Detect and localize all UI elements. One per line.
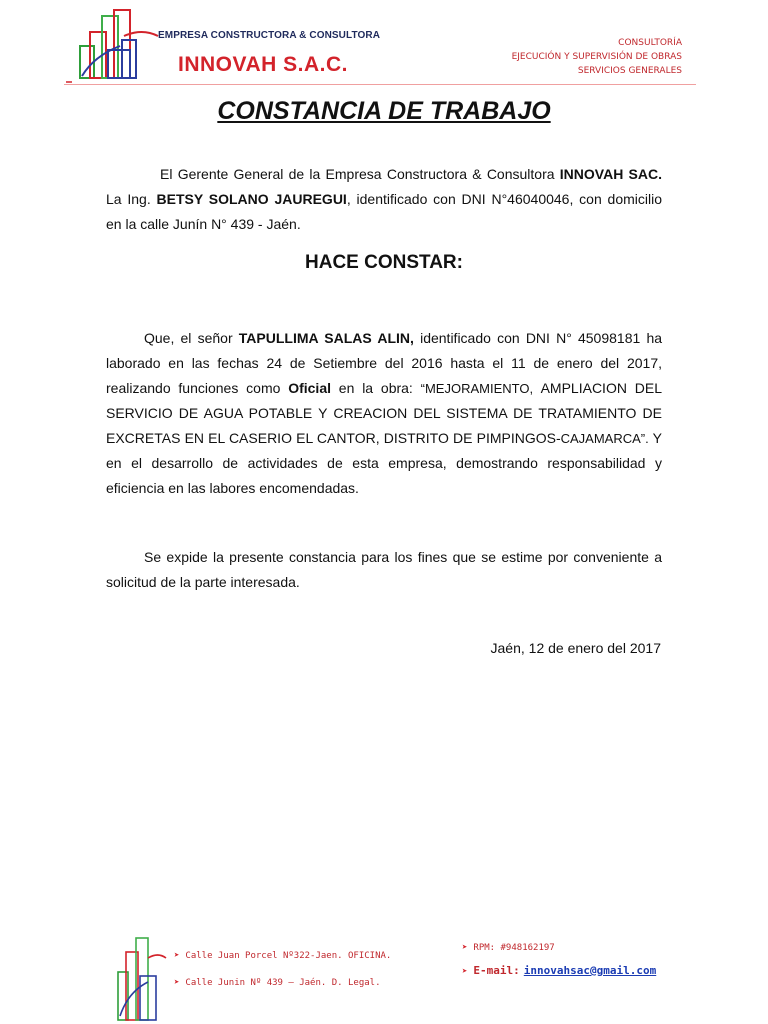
- service-item: SERVICIOS GENERALES: [577, 66, 682, 76]
- closing-paragraph: [106, 545, 662, 595]
- company-name: INNOVAH S.A.C.: [178, 53, 348, 76]
- footer-logo-icon: [108, 932, 168, 1024]
- obra-name: AMPLIACION DEL SERVICIO DE AGUA POTABLE Y CREACION DEL SISTEMA DE TRATAMIENTO DE EXCRETAS EN EL CASERIO EL CANTOR, DISTRITO DE PIMPINGOS-: [106, 380, 662, 446]
- service-item: CONSULTORÍA: [618, 38, 682, 48]
- company-tagline: EMPRESA CONSTRUCTORA & CONSULTORA: [158, 30, 381, 41]
- arrow-icon: ➤: [174, 978, 180, 988]
- manager-name: BETSY SOLANO JAUREGUI: [156, 191, 347, 207]
- arrow-icon: ➤: [462, 943, 468, 953]
- intro-text: El Gerente General de la Empresa Constructora & Consultora: [160, 166, 560, 182]
- intro-paragraph: [106, 162, 662, 237]
- email-label: E-mail:: [473, 964, 520, 977]
- rpm-number: RPM: #948162197: [473, 943, 555, 953]
- office-address-line: [174, 951, 391, 961]
- legal-address-line: [174, 978, 381, 988]
- intro-text: La Ing.: [106, 191, 157, 207]
- body-text: Y en el desarrollo de actividades de esta empresa, demostrando responsabilidad y eficiencia en las labores encomendadas.: [106, 430, 662, 496]
- document-title: CONSTANCIA DE TRABAJO: [217, 97, 551, 125]
- body-paragraph: [106, 326, 662, 501]
- company-logo-icon: [62, 6, 162, 90]
- legal-address: Calle Junin Nº 439 – Jaén. D. Legal.: [185, 978, 381, 988]
- employee-name: TAPULLIMA SALAS ALIN,: [238, 330, 414, 346]
- obra-quote-open: “MEJORAMIENTO,: [420, 381, 541, 396]
- date-line: Jaén, 12 de enero del 2017: [490, 640, 661, 656]
- arrow-icon: ➤: [174, 951, 180, 961]
- body-text: Que, el señor: [144, 330, 239, 346]
- body-text: identificado con DNI N° 45098181 ha laborado en las fechas 24 de Setiembre del 2016 hasta el 11 de enero del 2017, realizando funciones como: [106, 330, 663, 396]
- employee-role: Oficial: [288, 380, 331, 396]
- header-divider: [64, 84, 696, 85]
- email-link[interactable]: innovahsac@gmail.com: [523, 964, 657, 977]
- closing-text: Se expide la presente constancia para los fines que se estime por conveniente a solicitud de la parte interesada.: [106, 549, 662, 590]
- obra-quote-close: CAJAMARCA”.: [560, 431, 649, 446]
- intro-text: , identificado con DNI N°46040046, con domicilio en la calle Junín N° 439 - Jaén.: [106, 191, 662, 232]
- arrow-icon: ➤: [462, 967, 468, 977]
- services-list: [512, 36, 682, 78]
- company-ref: INNOVAH SAC.: [559, 166, 662, 182]
- service-item: EJECUCIÓN Y SUPERVISIÓN DE OBRAS: [511, 52, 682, 62]
- office-address: Calle Juan Porcel Nº322-Jaen. OFICINA.: [185, 951, 392, 961]
- hace-constar-heading: HACE CONSTAR:: [305, 252, 463, 273]
- rpm-line: [462, 943, 555, 953]
- body-text: en la obra:: [331, 380, 421, 396]
- email-line: [462, 964, 656, 977]
